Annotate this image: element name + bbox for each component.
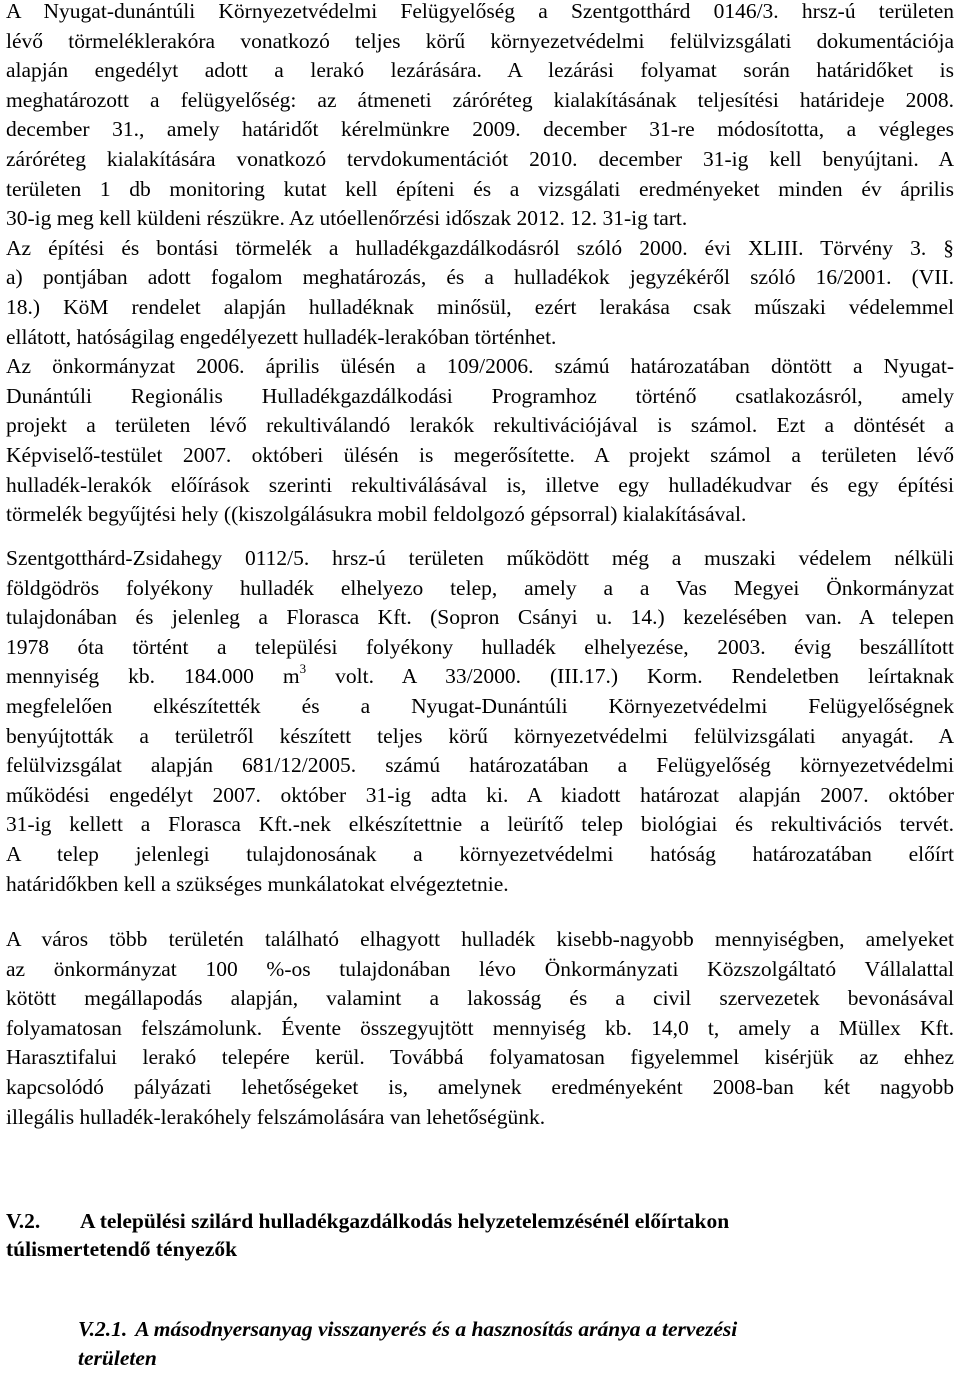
text-run: volt. A 33/2000. (III.17.) Korm. Rendeletben leírtaknak	[306, 664, 954, 689]
text-line: A Nyugat-dunántúli Környezetvédelmi Felügyelőség a Szentgotthárd 0146/3. hrsz-ú területen	[6, 0, 954, 23]
text-line: 18.) KöM rendelet alapján hulladéknak minősül, ezért lerakása csak műszaki védelemmel	[6, 294, 954, 319]
text-line: törmelék begyűjtési hely ((kiszolgálásukra mobil feldolgozó gépsorral) kialakításával.	[6, 502, 747, 527]
text-line: kötött megállapodás alapján, valamint a lakosság és a civil szervezetek bevonásával	[6, 986, 954, 1011]
text-line: meghatározott a felügyelőség: az átmeneti záróréteg kialakításának teljesítési határideje 2008.	[6, 87, 954, 112]
text-line: hulladék-lerakók előírások szerinti rekultiválásával is, illetve egy hulladékudvar és egy építési	[6, 472, 954, 497]
text-line: záróréteg kialakítására vonatkozó tervdokumentációt 2010. december 31-ig kell benyújtani. A	[6, 146, 954, 171]
text-line: Az építési és bontási törmelék a hulladékgazdálkodásról szóló 2000. évi XLIII. Törvény 3. §	[6, 235, 954, 260]
text-line: A város több területén található elhagyott hulladék kisebb-nagyobb mennyiségben, amelyeket	[6, 927, 954, 951]
text-line: Képviselő-testület 2007. októberi ülésén is megerősítette. A projekt számol a területen lévő	[6, 442, 954, 467]
subsection-title-line-1: A másodnyersanyag visszanyerés és a hasznosítás aránya a tervezési	[135, 1317, 738, 1341]
section-title-line-1: A települési szilárd hulladékgazdálkodás helyzetelemzésénél előírtakon	[80, 1209, 730, 1233]
text-line: A telep jelenlegi tulajdonosának a környezetvédelmi hatóság határozatában előírt	[6, 841, 954, 866]
subsection-number: V.2.1.	[78, 1317, 128, 1341]
text-run: mennyiség kb. 184.000 m	[6, 664, 300, 689]
text-line: alapján engedélyt adott a lerakó lezárására. A lezárási folyamat során határidőket is	[6, 58, 954, 83]
text-line: lévő törmeléklerakóra vonatkozó teljes körű környezetvédelmi felülvizsgálati dokumentációja	[6, 28, 954, 53]
section-heading	[6, 1207, 729, 1263]
text-line: folyamatosan felszámolunk. Évente összegyujtött mennyiség kb. 14,0 t, amely a Müllex Kft.	[6, 1015, 954, 1040]
text-line: Szentgotthárd-Zsidahegy 0112/5. hrsz-ú területen működött még a muszaki védelem nélküli	[6, 546, 954, 570]
text-line: területen 1 db monitoring kutat kell építeni és a vizsgálati eredményeket minden év április	[6, 176, 954, 201]
text-line: Az önkormányzat 2006. április ülésén a 109/2006. számú határozatában döntött a Nyugat-	[6, 354, 954, 379]
text-line-with-superscript	[6, 662, 954, 692]
text-line: december 31., amely határidőt kérelmünkre 2009. december 31-re módosította, a végleges	[6, 117, 954, 142]
text-line: illegális hulladék-lerakóhely felszámolására van lehetőségünk.	[6, 1104, 546, 1129]
text-line: megfelelően elkészítették és a Nyugat-Dunántúli Környezetvédelmi Felügyelőségnek	[6, 693, 954, 718]
text-line: 30-ig meg kell küldeni részükre. Az utóellenőrzési időszak 2012. 12. 31-ig tart.	[6, 206, 688, 231]
section-title-line-2: túlismertetendő tényezők	[6, 1237, 238, 1261]
text-line: 31-ig kellett a Florasca Kft.-nek elkészítettnie a leürítő telep biológiai és rekultivációs tervét.	[6, 812, 954, 837]
text-line: Harasztifalui lerakó telepére kerül. Továbbá folyamatosan figyelemmel kisérjük az ehhez	[6, 1045, 954, 1070]
paragraph-block-3	[6, 925, 954, 1132]
superscript: 3	[299, 661, 307, 677]
text-line: az önkormányzat 100 %-os tulajdonában lévo Önkormányzati Közszolgáltató Vállalattal	[6, 956, 954, 981]
text-line: projekt a területen lévő rekultiválandó lerakók rekultivációjával is számol. Ezt a döntését a	[6, 413, 954, 438]
text-line: 1978 óta történt a települési folyékony hulladék elhelyezése, 2003. évig beszállított	[6, 634, 954, 659]
text-line: Dunántúli Regionális Hulladékgazdálkodási Programhoz történő csatlakozásról, amely	[6, 383, 954, 408]
text-line: tulajdonában és jelenleg a Florasca Kft. (Sopron Csányi u. 14.) kezelésében van. A telepen	[6, 605, 954, 630]
text-line: felülvizsgálat alapján 681/12/2005. számú határozatában a Felügyelőség környezetvédelmi	[6, 753, 954, 778]
section-number: V.2.	[6, 1209, 41, 1233]
paragraph-block-2	[6, 544, 954, 899]
text-line: kapcsolódó pályázati lehetőségeket is, amelynek eredményeként 2008-ban két nagyobb	[6, 1074, 954, 1099]
text-line: határidőkben kell a szükséges munkálatokat elvégeztetnie.	[6, 871, 509, 896]
text-line: a) pontjában adott fogalom meghatározás, és a hulladékok jegyzékéről szóló 16/2001. (VII.	[6, 265, 954, 290]
text-line: benyújtották a területről készített teljes körű környezetvédelmi felülvizsgálati anyagát. A	[6, 723, 954, 748]
subsection-heading	[78, 1315, 737, 1373]
paragraph-block-1	[6, 0, 954, 530]
subsection-title-line-2: területen	[78, 1346, 157, 1370]
text-line: ellátott, hatóságilag engedélyezett hulladék-lerakóban történhet.	[6, 324, 557, 349]
text-line: földgödrös folyékony hulladék elhelyezo telep, amely a a Vas Megyei Önkormányzat	[6, 575, 954, 600]
text-line: működési engedélyt 2007. október 31-ig adta ki. A kiadott határozat alapján 2007. október	[6, 782, 954, 807]
